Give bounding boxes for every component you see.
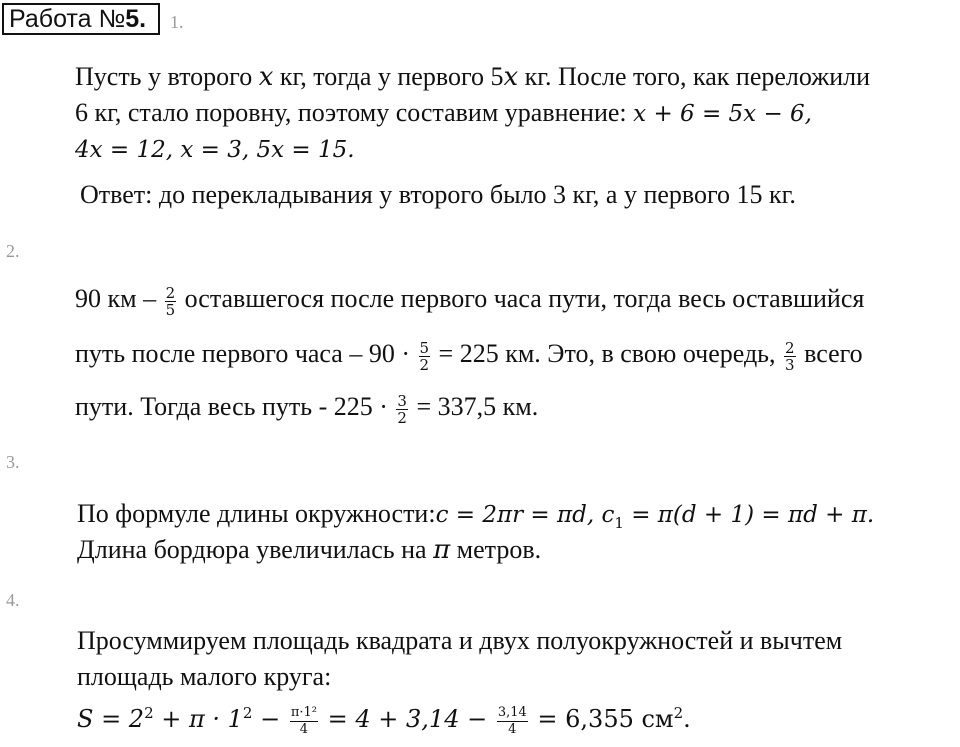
denominator: 2: [397, 408, 407, 427]
fraction: [784, 340, 796, 373]
task4-line1: Просуммируем площадь квадрата и двух полуокружностей и вычтем: [77, 626, 843, 655]
eq-part: −: [252, 705, 288, 733]
eq-part: .: [683, 705, 691, 733]
eq-part: = 6,355 см: [529, 705, 674, 733]
task-label-2: 2.: [6, 241, 20, 261]
task1-line3: [75, 132, 355, 167]
work-number: 5.: [125, 5, 147, 33]
numerator: 3,14: [497, 704, 527, 720]
numerator: 2: [785, 338, 795, 357]
var-x: x: [503, 62, 519, 92]
task2-text: всего: [797, 339, 863, 368]
task3-equation: c = 2πr = πd, c: [435, 502, 615, 528]
task4-equation: [77, 702, 691, 738]
task2-text: = 337,5 км.: [409, 392, 539, 421]
task-label-4: 4.: [6, 590, 20, 610]
task1-equation: x + 6 = 5x − 6,: [633, 101, 812, 127]
task1-text: кг, тогда у первого 5: [273, 62, 504, 91]
task1-answer: Ответ: до перекладывания у второго было 3 кг, а у первого 15 кг.: [80, 180, 796, 209]
task3-equation: = π(d + 1) = πd + π.: [623, 502, 875, 528]
task3-line1: [77, 497, 874, 532]
task-label-1: 1.: [170, 12, 184, 32]
denominator: 5: [165, 300, 176, 319]
work-title-text: Работа №: [9, 5, 126, 33]
var-x: x: [258, 62, 274, 92]
denominator: 4: [508, 721, 517, 737]
fraction: [396, 393, 408, 426]
fraction: [165, 285, 177, 318]
pi-symbol: π: [433, 535, 451, 565]
task4-line2: площадь малого круга:: [77, 662, 332, 691]
eq-part: + π · 1: [153, 705, 243, 733]
task1-text: кг. После того, как переложили: [518, 62, 871, 91]
task1-line2: [75, 96, 812, 131]
task3-line2: [77, 533, 541, 567]
task1-text: Пусть у второго: [75, 62, 259, 91]
eq-part: = 4 + 3,14 −: [320, 705, 495, 733]
superscript: 2: [673, 704, 684, 722]
subscript: 1: [614, 514, 624, 533]
task2-text: пути. Тогда весь путь - 225 ·: [75, 392, 395, 421]
numerator: 5: [419, 338, 430, 357]
superscript: 2: [144, 704, 154, 722]
task1-text: 6 кг, стало поровну, поэтому составим уравнение:: [75, 98, 634, 127]
denominator: 3: [785, 355, 795, 374]
numerator: π·1²: [290, 704, 318, 720]
task-label-3: 3.: [6, 452, 20, 472]
task1-solution: 4x = 12, x = 3, 5x = 15.: [75, 137, 355, 163]
task2-text: оставшегося после первого часа пути, тогда весь оставшийся: [178, 284, 865, 313]
numerator: 2: [165, 283, 176, 302]
numerator: 3: [397, 391, 407, 410]
fraction: [497, 705, 528, 738]
task2-line1: [75, 282, 864, 318]
fraction: [419, 340, 431, 373]
task2-text: = 225 км. Это, в свою очередь,: [432, 339, 783, 368]
fraction: [290, 705, 318, 738]
task3-text: По формуле длины окружности:: [77, 499, 436, 528]
superscript: 2: [242, 704, 253, 722]
work-title: [2, 3, 160, 35]
task2-text: путь после первого часа – 90 ·: [75, 339, 417, 368]
task3-text: Длина бордюра увеличилась на: [77, 535, 434, 564]
denominator: 2: [419, 355, 430, 374]
task2-text: 90 км –: [75, 284, 163, 313]
eq-part: S = 2: [77, 705, 145, 733]
task2-line3: [75, 390, 538, 426]
task1-line1: [75, 60, 870, 94]
denominator: 4: [299, 721, 309, 737]
task3-text: метров.: [450, 535, 542, 564]
task2-line2: [75, 337, 863, 373]
